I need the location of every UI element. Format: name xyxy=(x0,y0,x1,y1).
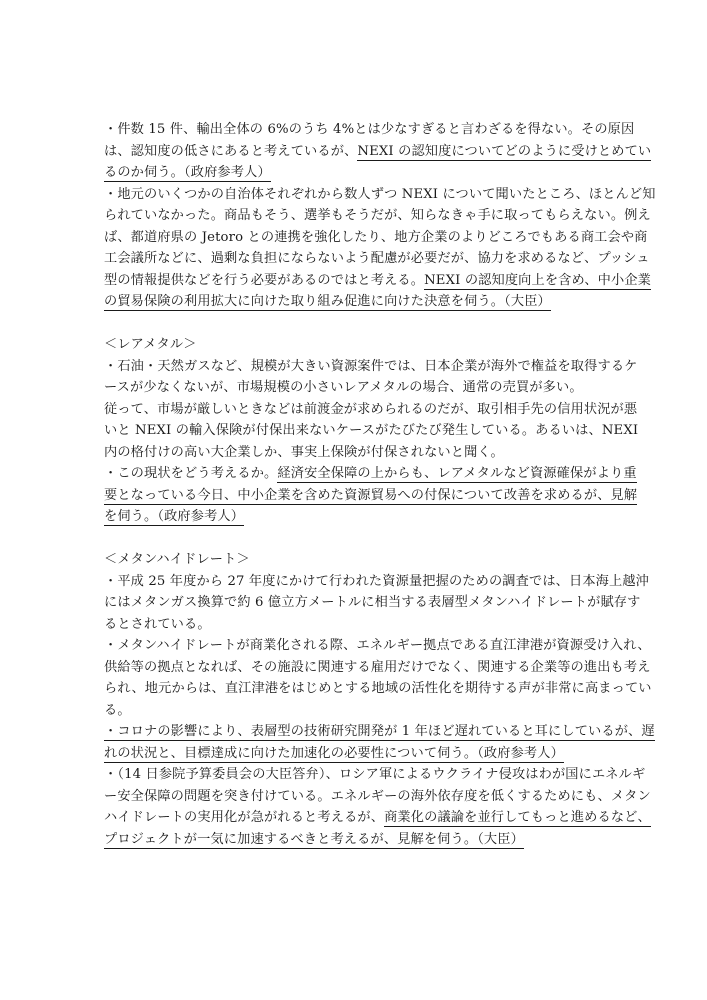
line-text: る。 xyxy=(104,702,131,718)
text-line xyxy=(104,721,655,743)
line-text: ・地元のいくつかの自治体それぞれから数人ずつ NEXI について聞いたところ、ほとんど知 xyxy=(104,186,656,202)
text-line xyxy=(104,291,604,313)
document-page xyxy=(104,119,656,850)
text-line xyxy=(104,119,635,141)
line-text: ば、都道府県の Jetoro との連携を強化したり、地方企業のよりどころでもある商工会や商 xyxy=(104,229,648,245)
text-line xyxy=(104,506,604,528)
line-text: 型の情報提供などを行う必要があるのではと考える。 xyxy=(104,272,425,288)
line-text: ー安全保障の問題を突き付けている。エネルギーの海外依存度を低くするためにも、メタン xyxy=(104,788,651,804)
text-line xyxy=(104,377,604,399)
line-text: ・石油・天然ガスなど、規模が大きい資源案件では、日本企業が海外で権益を取得するケ xyxy=(104,358,638,374)
line-text: ・この現状をどう考えるか。 xyxy=(104,466,278,481)
text-line xyxy=(104,743,604,765)
paragraph-gap xyxy=(104,528,604,550)
underlined-text: 要となっている今日、中小企業を含めた資源貿易への付保について改善を求めるが、見解 xyxy=(104,487,638,503)
text-line xyxy=(104,334,604,356)
line-text: ・（14 日参院予算委員会の大臣答弁）、ロシア軍によるウクライナ侵攻はわが国にエネルギ xyxy=(104,767,646,782)
line-text: るとされている。 xyxy=(104,616,211,632)
section-0 xyxy=(104,119,656,313)
line-text: 供給等の拠点となれば、その施設に関連する雇用だけでなく、関連する企業等の進出も考え xyxy=(104,659,651,675)
text-line xyxy=(104,248,650,270)
underlined-text: を伺う。（政府参考人） xyxy=(104,509,245,524)
line-text: ＜レアメタル＞ xyxy=(104,337,197,352)
text-line xyxy=(104,571,650,593)
text-line xyxy=(104,485,638,507)
text-line xyxy=(104,786,651,808)
line-text: いと NEXI の輸入保険が付保出来ないケースがたびたび発生している。あるいは、NEXI xyxy=(104,423,639,438)
text-line xyxy=(104,657,651,679)
text-line xyxy=(104,442,604,464)
underlined-text: NEXI の認知度についてどのように受けとめてい xyxy=(357,143,652,159)
text-line xyxy=(104,420,639,442)
underlined-text: れの状況と、目標達成に向けた加速化の必要性について伺う。（政府参考人） xyxy=(104,745,564,761)
underlined-text: 商業化の議論を並行してもっと進めるなど、 xyxy=(384,810,651,825)
text-line xyxy=(104,764,646,786)
text-line xyxy=(104,184,656,206)
underlined-text: るのか伺う。（政府参考人） xyxy=(104,165,271,180)
line-text: 工会議所などに、過剰な負担にならないよう配慮が必要だが、協力を求めるなど、プッシュ xyxy=(104,251,650,266)
text-line xyxy=(104,227,648,249)
line-text: ・メタンハイドレートが商業化される際、エネルギー拠点である直江津港が資源受け入れ、 xyxy=(104,638,651,653)
underlined-text: の貿易保険の利用拡大に向けた取り組み促進に向けた決意を伺う。（大臣） xyxy=(104,294,551,309)
line-text: ＜メタンハイドレート＞ xyxy=(104,552,250,567)
line-text: にはメタンガス換算で約 6 億立方メートルに相当する表層型メタンハイドレートが賦存す xyxy=(104,595,641,610)
text-line xyxy=(104,141,652,163)
line-text: 内の格付けの高い大企業しか、事実上保険が付保されないと聞く。 xyxy=(104,444,504,460)
text-line xyxy=(104,678,652,700)
text-line xyxy=(104,635,651,657)
text-line xyxy=(104,592,641,614)
text-line xyxy=(104,270,652,292)
text-line xyxy=(104,614,604,636)
text-line xyxy=(104,205,651,227)
line-text: 従って、市場が厳しいときなどは前渡金が求められるのだが、取引相手先の信用状況が悪 xyxy=(104,401,638,417)
text-line xyxy=(104,399,638,421)
text-line xyxy=(104,549,604,571)
line-text: られ、地元からは、直江津港をはじめとする地域の活性化を期待する声が非常に高まってい xyxy=(104,681,652,696)
line-text: は、認知度の低さにあると考えているが、 xyxy=(104,143,358,159)
line-text: ハイドレートの実用化が急がれると考えるが、 xyxy=(104,810,385,825)
text-line xyxy=(104,700,604,722)
text-line xyxy=(104,356,638,378)
section-1 xyxy=(104,334,639,528)
line-text: ・平成 25 年度から 27 年度にかけて行われた資源量把握のための調査では、日本海上越沖 xyxy=(104,573,650,589)
line-text: ・件数 15 件、輸出全体の 6%のうち 4%とは少なすぎると言わざるを得ない。その原因 xyxy=(104,122,635,137)
text-line xyxy=(104,463,637,485)
underlined-text: 経済安全保障の上からも、レアメタルなど資源確保がより重 xyxy=(277,466,637,481)
text-line xyxy=(104,162,604,184)
underlined-text: NEXI の認知度向上を含め、中小企業 xyxy=(424,272,652,288)
section-2 xyxy=(104,549,655,850)
line-text: られていなかった。商品もそう、選挙もそうだが、知らなきゃ手に取ってもらえない。例え xyxy=(104,208,651,223)
underlined-text: ・コロナの影響により、表層型の技術研究開発が 1 年ほど遅れていると耳にしているが、遅 xyxy=(104,724,655,739)
underlined-text: プロジェクトが一気に加速するべきと考えるが、見解を伺う。（大臣） xyxy=(104,831,524,847)
text-line xyxy=(104,807,651,829)
paragraph-gap xyxy=(104,313,604,335)
text-line xyxy=(104,829,604,851)
line-text: ースが少なくないが、市場規模の小さいレアメタルの場合、通常の売買が多い。 xyxy=(104,380,583,395)
